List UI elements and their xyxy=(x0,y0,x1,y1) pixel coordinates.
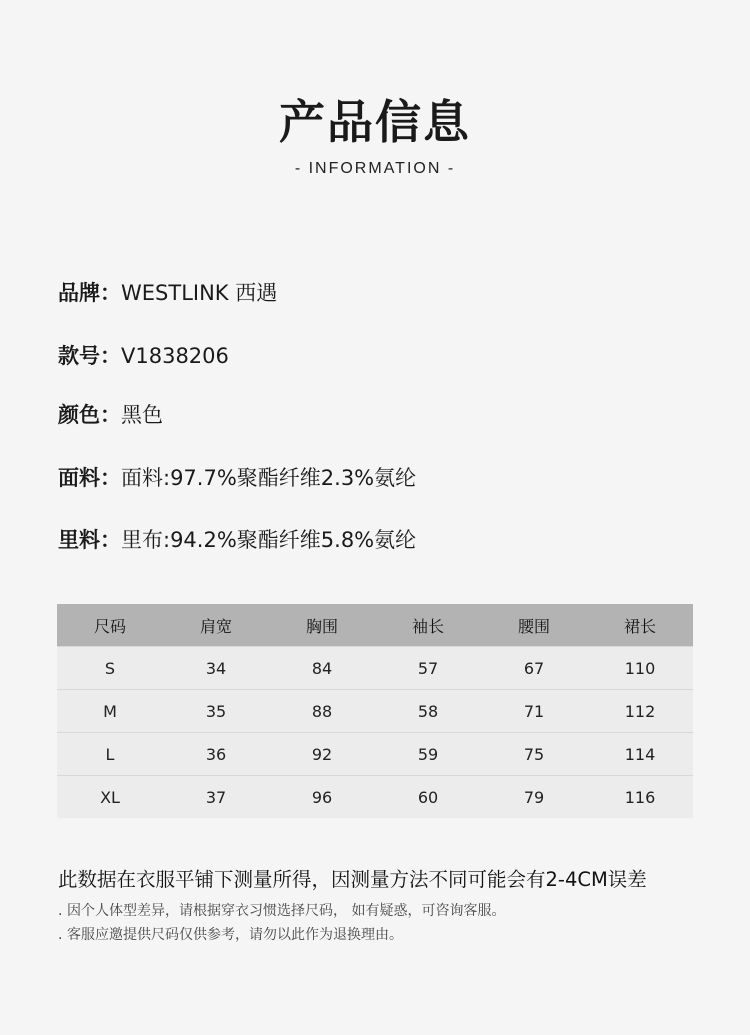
info-row-lining xyxy=(58,526,416,555)
table-cell: 37 xyxy=(163,776,269,819)
info-value: V1838206 xyxy=(121,344,229,368)
table-cell: 59 xyxy=(375,733,481,776)
info-label: 里料： xyxy=(58,528,121,552)
info-label: 颜色： xyxy=(58,403,121,427)
column-header: 尺码 xyxy=(57,604,163,647)
info-row-color xyxy=(58,401,163,430)
column-header: 腰围 xyxy=(481,604,587,647)
info-label: 款号： xyxy=(58,344,121,368)
info-row-brand xyxy=(58,279,277,308)
column-header: 裙长 xyxy=(587,604,693,647)
table-cell: 96 xyxy=(269,776,375,819)
table-row xyxy=(57,776,693,819)
table-cell: 75 xyxy=(481,733,587,776)
page-title: 产品信息 xyxy=(279,95,471,149)
measurement-note: 此数据在衣服平铺下测量所得，因测量方法不同可能会有2-4CM误差 xyxy=(58,868,647,891)
table-cell: XL xyxy=(57,776,163,819)
info-row-fabric xyxy=(58,464,416,493)
note-item xyxy=(58,900,505,920)
bullet: . xyxy=(58,903,63,919)
table-header-row xyxy=(57,604,693,647)
table-cell: 88 xyxy=(269,690,375,733)
column-header: 袖长 xyxy=(375,604,481,647)
table-cell: 84 xyxy=(269,647,375,690)
info-value: WESTLINK 西遇 xyxy=(121,281,278,305)
info-label: 面料： xyxy=(58,466,121,490)
table-cell: 35 xyxy=(163,690,269,733)
table-cell: 34 xyxy=(163,647,269,690)
page-subtitle: - INFORMATION - xyxy=(294,160,456,177)
size-table xyxy=(57,604,693,818)
table-cell: 79 xyxy=(481,776,587,819)
column-header: 肩宽 xyxy=(163,604,269,647)
info-value: 黑色 xyxy=(121,403,163,427)
table-cell: S xyxy=(57,647,163,690)
info-label: 品牌： xyxy=(58,281,121,305)
table-cell: 57 xyxy=(375,647,481,690)
table-cell: 110 xyxy=(587,647,693,690)
table-cell: L xyxy=(57,733,163,776)
bullet: . xyxy=(58,927,63,943)
info-value: 里布:94.2%聚酯纤维5.8%氨纶 xyxy=(121,528,417,552)
note-item xyxy=(58,924,403,944)
table-row xyxy=(57,733,693,776)
note-text: 客服应邀提供尺码仅供参考，请勿以此作为退换理由。 xyxy=(67,927,403,943)
table-cell: 92 xyxy=(269,733,375,776)
info-value: 面料:97.7%聚酯纤维2.3%氨纶 xyxy=(121,466,417,490)
table-cell: 58 xyxy=(375,690,481,733)
table-row xyxy=(57,647,693,690)
table-cell: 60 xyxy=(375,776,481,819)
table-cell: 112 xyxy=(587,690,693,733)
table-cell: 116 xyxy=(587,776,693,819)
info-row-style-number xyxy=(58,342,229,371)
table-cell: M xyxy=(57,690,163,733)
table-row xyxy=(57,690,693,733)
column-header: 胸围 xyxy=(269,604,375,647)
table-cell: 67 xyxy=(481,647,587,690)
table-cell: 114 xyxy=(587,733,693,776)
note-text: 因个人体型差异，请根据穿衣习惯选择尺码， 如有疑惑，可咨询客服。 xyxy=(67,903,506,919)
table-cell: 71 xyxy=(481,690,587,733)
table-cell: 36 xyxy=(163,733,269,776)
